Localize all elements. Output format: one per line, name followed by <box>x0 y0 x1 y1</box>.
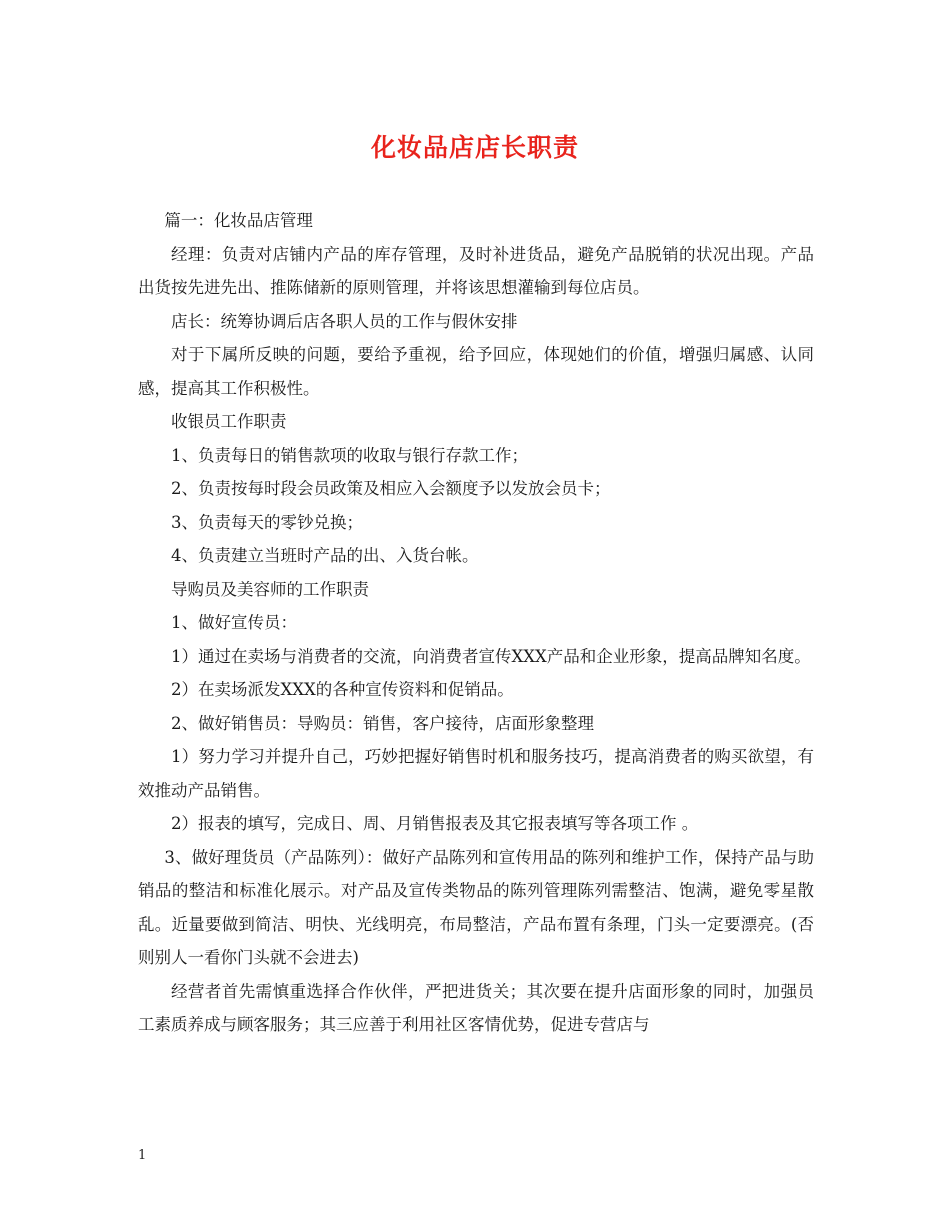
list-item: 1、做好宣传员： <box>171 613 297 632</box>
paragraph: 店长：统筹协调后店各职人员的工作与假休安排 <box>171 311 518 331</box>
list-item: 1）努力学习并提升自己，巧妙把握好销售时机和服务技巧，提高消费者的购买欲望，有效推动产品销售。 <box>138 747 814 800</box>
list-item: 2）报表的填写，完成日、周、月销售报表及其它报表填写等各项工作 。 <box>171 814 699 833</box>
list-item: 1）通过在卖场与消费者的交流，向消费者宣传XXX产品和企业形象，提高品牌知名度。 <box>171 646 811 666</box>
list-item: 2、做好销售员：导购员：销售，客户接待，店面形象整理 <box>171 713 594 733</box>
section-heading: 篇一：化妆品店管理 <box>164 211 313 230</box>
list-item: 3、负责每天的零钞兑换； <box>171 512 363 532</box>
page-number: 1 <box>138 1148 147 1163</box>
list-item: 1、负责每日的销售款项的收取与银行存款工作； <box>171 445 528 465</box>
paragraph: 经营者首先需慎重选择合作伙伴，严把进货关；其次要在提升店面形象的同时，加强员工素质养成与顾客服务；其三应善于利用社区客情优势，促进专营店与 <box>138 981 814 1034</box>
list-item: 3、做好理货员（产品陈列）：做好产品陈列和宣传用品的陈列和维护工作，保持产品与助销品的整洁和标准化展示。对产品及宣传类物品的陈列管理陈列需整洁、饱满，避免零星散乱。近量要做到简洁、明快、光线明亮，布局整洁，产品布置有条理，门头一定要漂亮。(否则别人一看你门头就不会进去) <box>138 847 814 967</box>
document-body <box>138 204 814 1042</box>
list-item: 2）在卖场派发XXX的各种宣传资料和促销品。 <box>171 680 514 699</box>
list-item: 4、负责建立当班时产品的出、入货台帐。 <box>171 546 479 565</box>
subheading: 收银员工作职责 <box>171 412 287 431</box>
document-title: 化妆品店店长职责 <box>370 133 579 162</box>
subheading: 导购员及美容师的工作职责 <box>171 579 369 599</box>
paragraph: 经理：负责对店铺内产品的库存管理，及时补进货品，避免产品脱销的状况出现。产品出货按先进先出、推陈储新的原则管理，并将该思想灌输到每位店员。 <box>138 244 814 297</box>
paragraph: 对于下属所反映的问题，要给予重视，给予回应，体现她们的价值，增强归属感、认同感，提高其工作积极性。 <box>138 345 814 398</box>
list-item: 2、负责按每时段会员政策及相应入会额度予以发放会员卡； <box>171 479 611 498</box>
